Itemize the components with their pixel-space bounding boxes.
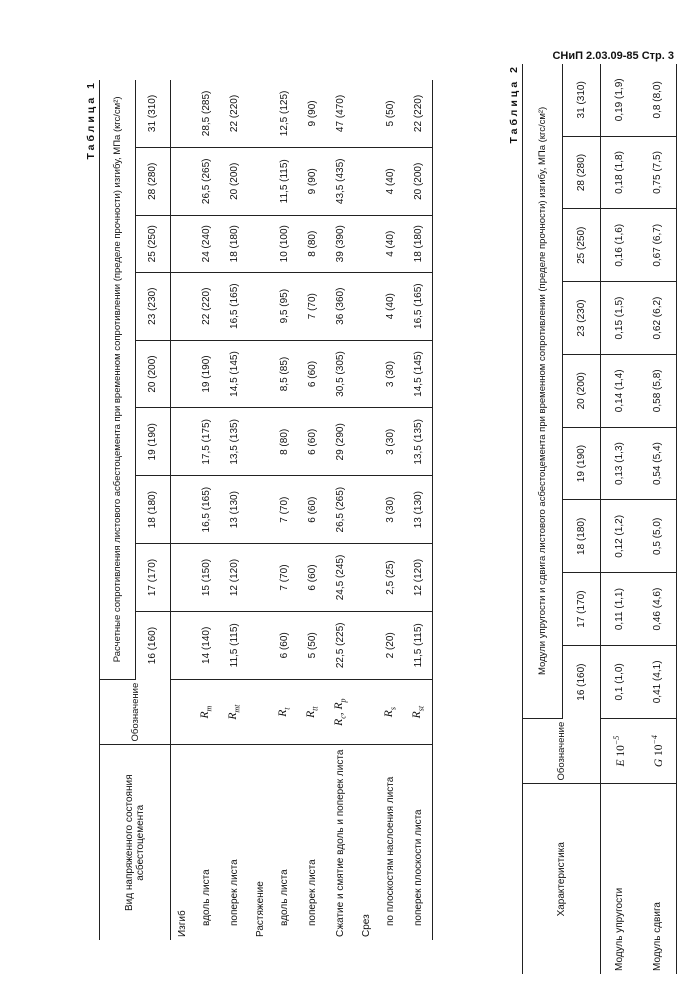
value-cell: 29 (290): [327, 408, 355, 476]
empty-cell: [355, 215, 377, 272]
symbol-cell: [193, 679, 221, 745]
symbol-multiplier: 10: [652, 744, 665, 759]
empty-cell: [249, 147, 271, 215]
value-cell: 20 (200): [405, 147, 433, 215]
value-cell: 16,5 (165): [193, 476, 221, 544]
value-cell: 13 (130): [405, 476, 433, 544]
value-cell: 4 (40): [377, 215, 405, 272]
value-cell: 0,41 (4,1): [639, 645, 677, 718]
value-cell: 16,5 (165): [405, 272, 433, 340]
value-cell: 0,75 (7,5): [639, 136, 677, 209]
value-cell: 7 (70): [271, 544, 299, 612]
value-cell: 13 (130): [221, 476, 249, 544]
table-row: [639, 64, 677, 974]
row-label: по плоскостям наслоения листа: [385, 776, 396, 926]
empty-cell: [355, 147, 377, 215]
table-row: [271, 80, 299, 940]
empty-cell: [355, 679, 377, 745]
row-label: Сжатие и смятие вдоль и поперек листа: [335, 749, 346, 937]
symbol-cell: $R_c$, $R_p$: [327, 679, 355, 745]
row-label: поперек плоскости листа: [405, 745, 433, 940]
symbol-letter: R: [383, 710, 396, 718]
strength-header: 20 (200): [135, 340, 171, 408]
section-title: Срез: [360, 914, 372, 937]
symbol-cell: [377, 679, 405, 745]
value-cell: 0,54 (5,4): [639, 427, 677, 500]
value-cell: 18 (180): [405, 215, 433, 272]
table-2-block: [508, 64, 677, 974]
value-cell: 26,5 (265): [327, 476, 355, 544]
value-cell: 20 (200): [221, 147, 249, 215]
table-1-group-header: Расчетные сопротивления листового асбестоцемента при временном сопротивлении (пределе прочности) изгибу, МПа (кгс/см²): [100, 80, 136, 679]
value-cell: 5 (50): [377, 80, 405, 147]
value-cell: 2,5 (25): [377, 544, 405, 612]
section-title: Растяжение: [254, 881, 266, 937]
value-cell: 30,5 (305): [327, 340, 355, 408]
value-cell: 2 (20): [377, 611, 405, 679]
table-2: [522, 64, 677, 974]
value-cell: 0,19 (1,9): [601, 64, 639, 136]
symbol-subscript: t: [282, 707, 292, 710]
value-cell: 0,11 (1,1): [601, 573, 639, 646]
value-cell: 9 (90): [299, 80, 327, 147]
value-cell: 8 (80): [271, 408, 299, 476]
empty-cell: [355, 544, 377, 612]
symbol-letter: R: [333, 718, 346, 726]
strength-header: 31 (310): [135, 80, 171, 147]
value-cell: 0,12 (1,2): [601, 500, 639, 573]
empty-cell: [171, 679, 193, 745]
symbol-subscript: tt: [310, 706, 320, 711]
strength-header: 31 (310): [563, 64, 601, 136]
value-cell: 0,62 (6,2): [639, 282, 677, 355]
empty-cell: [355, 611, 377, 679]
strength-header: 16 (160): [135, 611, 171, 679]
table-2-group-header: Модули упругости и сдвига листового асбестоцемента при временном сопротивлении (пределе прочности) изгибу, МПа (кгс/см²): [523, 64, 563, 718]
value-cell: 22 (220): [193, 272, 221, 340]
empty-cell: [249, 408, 271, 476]
table-2-caption: Таблица 2: [508, 64, 520, 144]
symbol-subscript: mt: [232, 704, 242, 713]
empty-cell: [171, 272, 193, 340]
section-title: Изгиб: [176, 910, 188, 937]
empty-cell: [355, 340, 377, 408]
table-1-block: [85, 80, 433, 940]
symbol-cell: [601, 718, 639, 784]
symbol-subscript: st: [416, 705, 426, 712]
strength-header: 17 (170): [135, 544, 171, 612]
symbol-letter: R: [227, 712, 240, 720]
value-cell: 36 (360): [327, 272, 355, 340]
value-cell: 0,14 (1,4): [601, 354, 639, 427]
symbol-cell: [221, 679, 249, 745]
value-cell: 39 (390): [327, 215, 355, 272]
value-cell: 22 (220): [405, 80, 433, 147]
empty-cell: [355, 408, 377, 476]
empty-cell: [249, 80, 271, 147]
value-cell: 3 (30): [377, 476, 405, 544]
row-label: вдоль листа: [279, 869, 290, 926]
symbol-subscript: p: [338, 698, 348, 703]
table-1-col-type: Вид напряженного состояния асбестоцемента: [100, 745, 171, 940]
value-cell: 12,5 (125): [271, 80, 299, 147]
strength-header: 20 (200): [563, 354, 601, 427]
value-cell: 6 (60): [299, 340, 327, 408]
value-cell: 11,5 (115): [271, 147, 299, 215]
empty-cell: [249, 340, 271, 408]
value-cell: 0,16 (1,6): [601, 209, 639, 282]
value-cell: 16,5 (165): [221, 272, 249, 340]
value-cell: 24 (240): [193, 215, 221, 272]
symbol-letter: R: [333, 702, 346, 710]
value-cell: 14,5 (145): [405, 340, 433, 408]
strength-header: 25 (250): [135, 215, 171, 272]
value-cell: 22,5 (225): [327, 611, 355, 679]
value-cell: 10 (100): [271, 215, 299, 272]
symbol-subscript: c: [338, 715, 348, 719]
empty-cell: [249, 215, 271, 272]
value-cell: 13,5 (135): [221, 408, 249, 476]
value-cell: 15 (150): [193, 544, 221, 612]
value-cell: 0,13 (1,3): [601, 427, 639, 500]
value-cell: 0,1 (1,0): [601, 645, 639, 718]
empty-cell: [171, 215, 193, 272]
value-cell: 0,8 (8,0): [639, 64, 677, 136]
value-cell: 6 (60): [299, 408, 327, 476]
table-row: [221, 80, 249, 940]
strength-header: 17 (170): [563, 573, 601, 646]
empty-cell: [249, 544, 271, 612]
value-cell: 17,5 (175): [193, 408, 221, 476]
value-cell: 14 (140): [193, 611, 221, 679]
value-cell: 5 (50): [299, 611, 327, 679]
empty-cell: [171, 147, 193, 215]
symbol-letter: E: [615, 759, 628, 767]
empty-cell: [171, 80, 193, 147]
symbol-cell: [405, 679, 433, 745]
value-cell: 47 (470): [327, 80, 355, 147]
strength-header: 16 (160): [563, 645, 601, 718]
value-cell: 28,5 (285): [193, 80, 221, 147]
strength-header: 18 (180): [135, 476, 171, 544]
strength-header: 28 (280): [563, 136, 601, 209]
symbol-letter: G: [652, 758, 665, 768]
strength-header: 19 (190): [563, 427, 601, 500]
value-cell: 9,5 (95): [271, 272, 299, 340]
strength-header: 28 (280): [135, 147, 171, 215]
page-header: СНиП 2.03.09-85 Стр. 3: [552, 50, 674, 62]
symbol-letter: R: [199, 711, 212, 719]
table-row: [601, 64, 639, 974]
value-cell: 19 (190): [193, 340, 221, 408]
empty-cell: [249, 679, 271, 745]
empty-cell: [249, 272, 271, 340]
value-cell: 8,5 (85): [271, 340, 299, 408]
value-cell: 26,5 (265): [193, 147, 221, 215]
value-cell: 13,5 (135): [405, 408, 433, 476]
table-row: [377, 80, 405, 940]
row-label: поперек листа: [307, 859, 318, 926]
symbol-letter: R: [305, 710, 318, 718]
table-2-col-characteristic: Характеристика: [523, 784, 601, 974]
strength-header: 23 (230): [135, 272, 171, 340]
symbol-multiplier: 10: [615, 745, 628, 760]
value-cell: 3 (30): [377, 408, 405, 476]
value-cell: 11,5 (115): [405, 611, 433, 679]
symbol-letter: R: [411, 711, 424, 719]
empty-cell: [171, 340, 193, 408]
value-cell: 9 (90): [299, 147, 327, 215]
value-cell: 0,67 (6,7): [639, 209, 677, 282]
value-cell: 0,58 (5,8): [639, 354, 677, 427]
strength-header: 18 (180): [563, 500, 601, 573]
symbol-cell: [639, 718, 677, 784]
table-1-caption: Таблица 1: [85, 80, 97, 160]
value-cell: 0,15 (1,5): [601, 282, 639, 355]
symbol-letter: R: [277, 709, 290, 717]
value-cell: 22 (220): [221, 80, 249, 147]
value-cell: 14,5 (145): [221, 340, 249, 408]
symbol-subscript: m: [204, 705, 214, 712]
value-cell: 11,5 (115): [221, 611, 249, 679]
table-2-col-symbol: Обозначение: [523, 718, 601, 784]
symbol-cell: [299, 679, 327, 745]
empty-cell: [249, 611, 271, 679]
table-row: [405, 80, 433, 940]
value-cell: 3 (30): [377, 340, 405, 408]
value-cell: 8 (80): [299, 215, 327, 272]
symbol-cell: [271, 679, 299, 745]
value-cell: 12 (120): [405, 544, 433, 612]
empty-cell: [171, 408, 193, 476]
symbol-exponent: −5: [612, 735, 622, 746]
strength-header: 23 (230): [563, 282, 601, 355]
empty-cell: [355, 476, 377, 544]
value-cell: 6 (60): [271, 611, 299, 679]
strength-header: 25 (250): [563, 209, 601, 282]
empty-cell: [171, 611, 193, 679]
symbol-subscript: s: [388, 707, 398, 711]
table-1-col-symbol: Обозначение: [100, 679, 171, 745]
value-cell: 43,5 (435): [327, 147, 355, 215]
value-cell: 6 (60): [299, 544, 327, 612]
table-1: [99, 80, 433, 940]
table-row: [299, 80, 327, 940]
value-cell: 0,46 (4,6): [639, 573, 677, 646]
row-label: поперек листа: [229, 859, 240, 926]
value-cell: 4 (40): [377, 147, 405, 215]
value-cell: 4 (40): [377, 272, 405, 340]
value-cell: 0,5 (5,0): [639, 500, 677, 573]
value-cell: 18 (180): [221, 215, 249, 272]
value-cell: 0,18 (1,8): [601, 136, 639, 209]
value-cell: 24,5 (245): [327, 544, 355, 612]
table-row: [193, 80, 221, 940]
row-label: вдоль листа: [201, 869, 212, 926]
empty-cell: [249, 476, 271, 544]
empty-cell: [171, 544, 193, 612]
strength-header: 19 (190): [135, 408, 171, 476]
value-cell: 7 (70): [271, 476, 299, 544]
empty-cell: [171, 476, 193, 544]
empty-cell: [355, 272, 377, 340]
value-cell: 12 (120): [221, 544, 249, 612]
row-label: Модуль упругости: [614, 887, 626, 971]
table-row: [327, 80, 355, 940]
row-label: Модуль сдвига: [639, 784, 677, 974]
value-cell: 6 (60): [299, 476, 327, 544]
value-cell: 7 (70): [299, 272, 327, 340]
empty-cell: [355, 80, 377, 147]
symbol-exponent: −4: [649, 735, 659, 745]
